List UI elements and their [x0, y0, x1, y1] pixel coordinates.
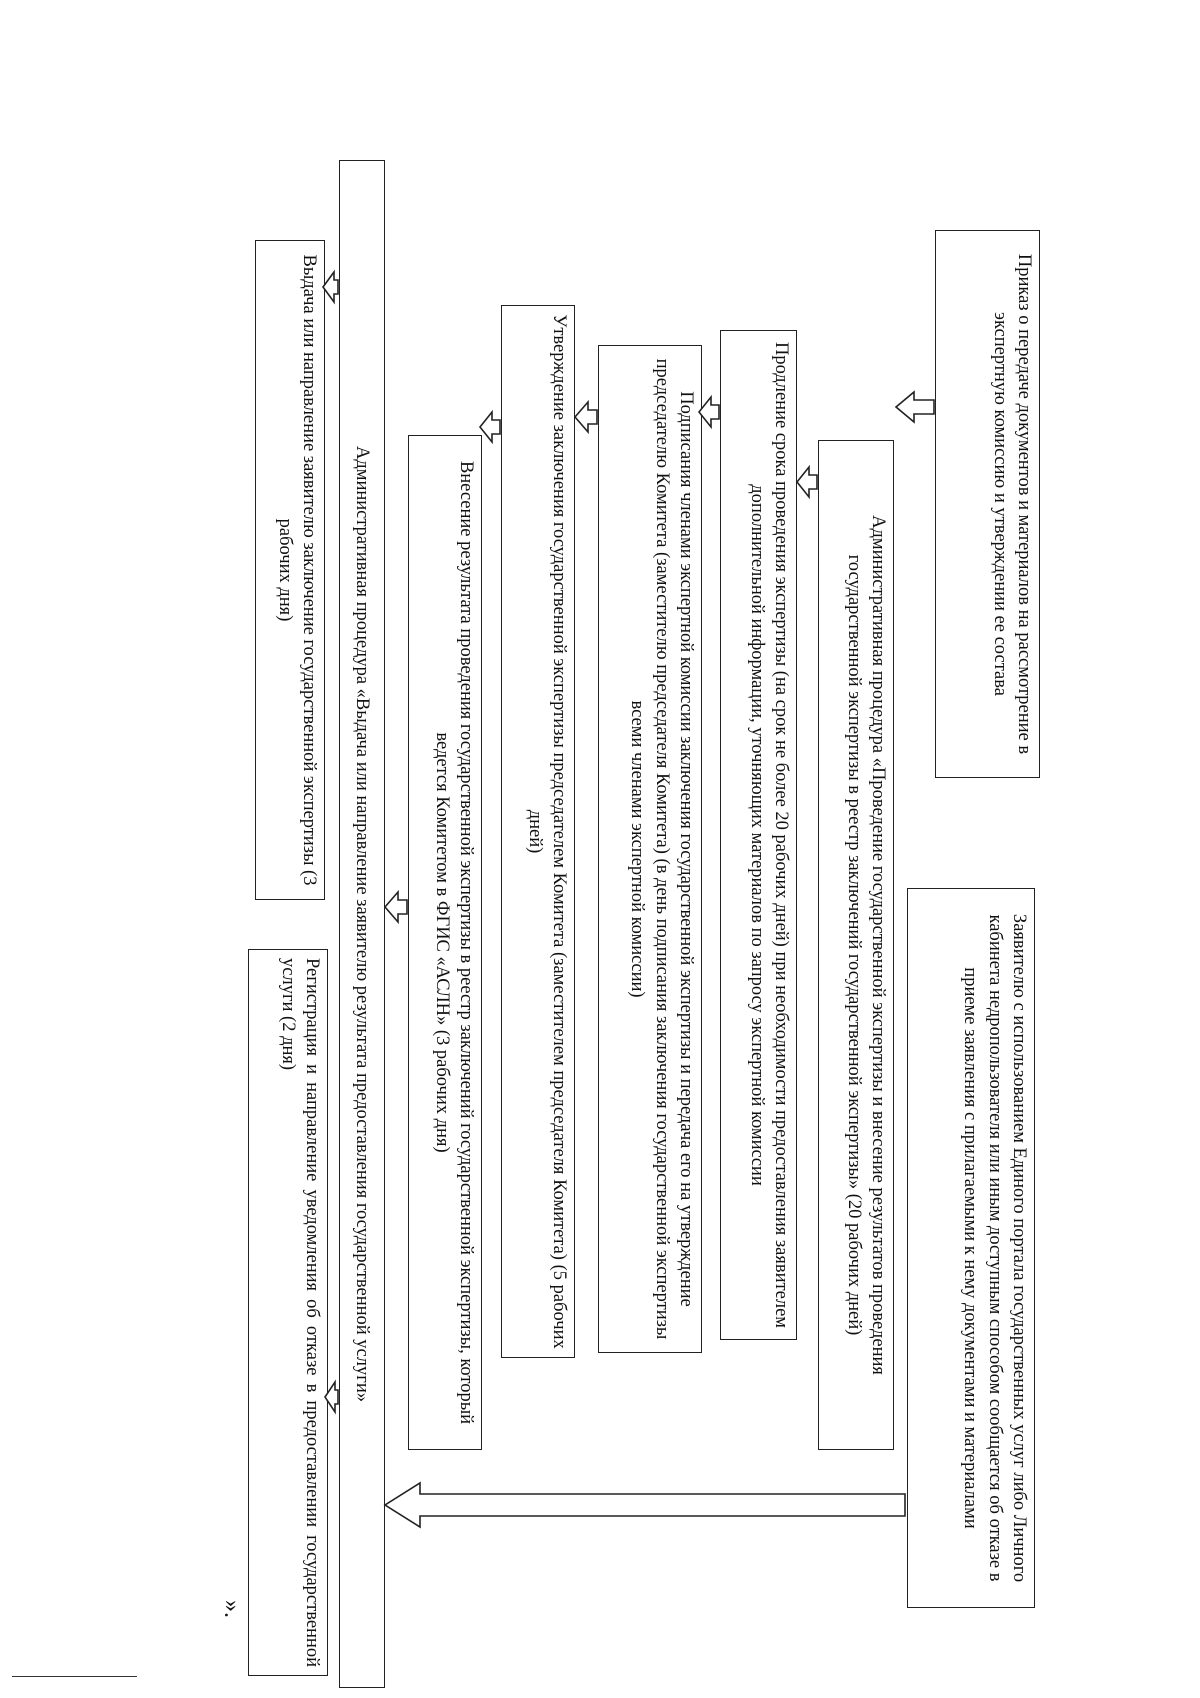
block-arrow-down-icon	[573, 400, 597, 434]
step-approval-box: Утверждение заключения государственной экспертизы председателем Комитета (заместителем председателя Комитета) (5 рабочих дней)	[501, 305, 575, 1358]
step-signing-box: Подписания членами экспертной комиссии заключения государственной экспертизы и передача его на утверждение председателю Комитета (заместителю председателя Комитета) (в день подписания заключения государственной экспертизы всеми членами экспертной комиссии)	[598, 345, 702, 1353]
block-arrow-down-icon	[322, 270, 338, 304]
step-admin-expertise-box: Административная процедура «Проведение государственной экспертизы и внесение результатов проведения государственной экспертизы в реестр заключений государственной экспертизы» (20 рабочих дней)	[818, 440, 894, 1450]
block-arrow-down-icon	[894, 390, 934, 424]
block-arrow-down-icon	[324, 1380, 338, 1414]
step-applicant-portal-box: Заявителю с использованием Единого портала государственных услуг либо Личного кабинета недропользователя или иным доступным способом сообщается об отказе в приеме заявления с прилагаемыми к нему документами и материалами	[907, 888, 1035, 1608]
step-registry-box: Внесение результата проведения государственной экспертизы в реестр заключений государственной экспертизы, который ведется Комитетом в ФГИС «АСЛН» (3 рабочих дня)	[408, 435, 482, 1450]
step-refusal-notice-box: Регистрация и направление уведомления об отказе в предоставлении государственной услуги (2 дня)	[248, 949, 328, 1676]
closing-quote-mark: ».	[219, 1600, 245, 1618]
block-arrow-down-icon	[478, 410, 500, 444]
block-arrow-down-icon	[697, 395, 719, 429]
step-admin-issue-box: Административная процедура «Выдача или направление заявителю результата предоставления государственной услуги»	[339, 160, 385, 1688]
block-arrow-down-icon	[383, 890, 407, 924]
margin-line	[12, 1676, 137, 1677]
block-arrow-down-icon	[385, 1480, 905, 1530]
step-order-box: Приказ о передаче документов и материалов на рассмотрение в экспертную комиссию и утверждении ее состава	[935, 230, 1040, 778]
step-extension-box: Продление срока проведения экспертизы (на срок не более 20 рабочих дней) при необходимости предоставления заявителем дополнительной информации, уточняющих материалов по запросу экспертной комиссии	[720, 330, 797, 1340]
block-arrow-down-icon	[795, 465, 817, 499]
step-issue-conclusion-box: Выдача или направление заявителю заключение государственной экспертизы (3 рабочих дня)	[255, 240, 325, 900]
